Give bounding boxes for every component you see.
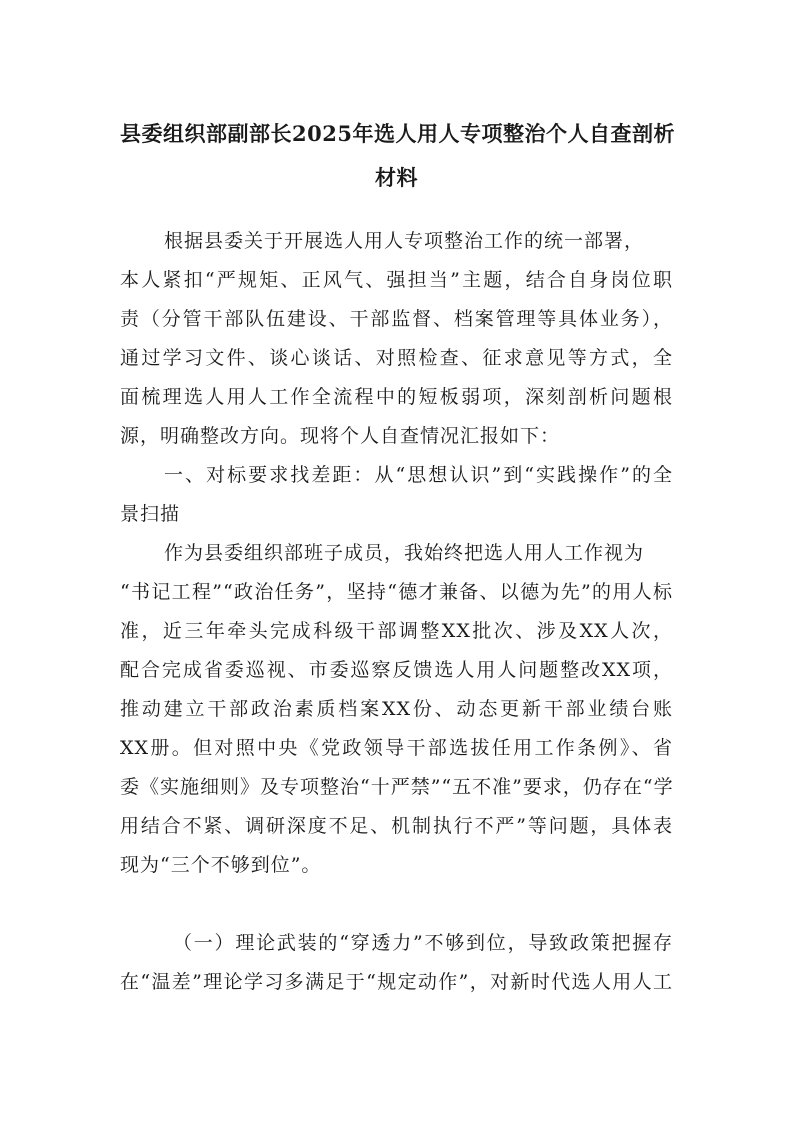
subsection-line-2: 在“温差”理论学习多满足于“规定动作”，对新时代选人用人工: [120, 971, 673, 993]
paragraph-line-11: 推动建立干部政治素质档案XX份、动态更新干部业绩台账: [120, 698, 673, 720]
paragraph-line-7: 作为县委组织部班子成员，我始终把选人用人工作视为: [164, 542, 645, 564]
document-title-line-1: 县委组织部副部长2025年选人用人专项整治个人自查剖析: [120, 121, 675, 146]
document-title-line-2: 材料: [375, 165, 418, 190]
paragraph-line-6: 源，明确整改方向。现将个人自查情况汇报如下：: [120, 425, 561, 447]
paragraph-line-4: 通过学习文件、谈心谈话、对照检查、征求意见等方式，全: [120, 347, 673, 369]
paragraph-line-3: 责（分管干部队伍建设、干部监督、档案管理等具体业务），: [120, 308, 673, 330]
paragraph-line-9: 准，近三年牵头完成科级干部调整XX批次、涉及XX人次，: [120, 620, 673, 642]
paragraph-line-14: 用结合不紧、调研深度不足、机制执行不严”等问题，具体表: [120, 815, 673, 837]
paragraph-line-2: 本人紧扣“严规矩、正风气、强担当”主题，结合自身岗位职: [120, 269, 673, 291]
section-heading-line-2: 景扫描: [120, 503, 181, 525]
subsection-line-1: （一）理论武装的“穿透力”不够到位，导致政策把握存: [173, 932, 673, 954]
paragraph-line-13: 委《实施细则》及专项整治“十严禁”“五不准”要求，仍存在“学: [120, 776, 674, 798]
paragraph-line-5: 面梳理选人用人工作全流程中的短板弱项，深刻剖析问题根: [120, 386, 673, 408]
paragraph-line-15: 现为“三个不够到位”。: [120, 854, 322, 876]
paragraph-line-8: “书记工程”“政治任务”，坚持“德才兼备、以德为先”的用人标: [120, 581, 673, 603]
paragraph-line-10: 配合完成省委巡视、市委巡察反馈选人用人问题整改XX项，: [120, 659, 673, 681]
section-heading-line-1: 一、对标要求找差距：从“思想认识”到“实践操作”的全: [164, 464, 673, 486]
paragraph-line-1: 根据县委关于开展选人用人专项整治工作的统一部署，: [164, 230, 645, 252]
paragraph-line-12: XX册。但对照中央《党政领导干部选拔任用工作条例》、省: [120, 737, 673, 759]
